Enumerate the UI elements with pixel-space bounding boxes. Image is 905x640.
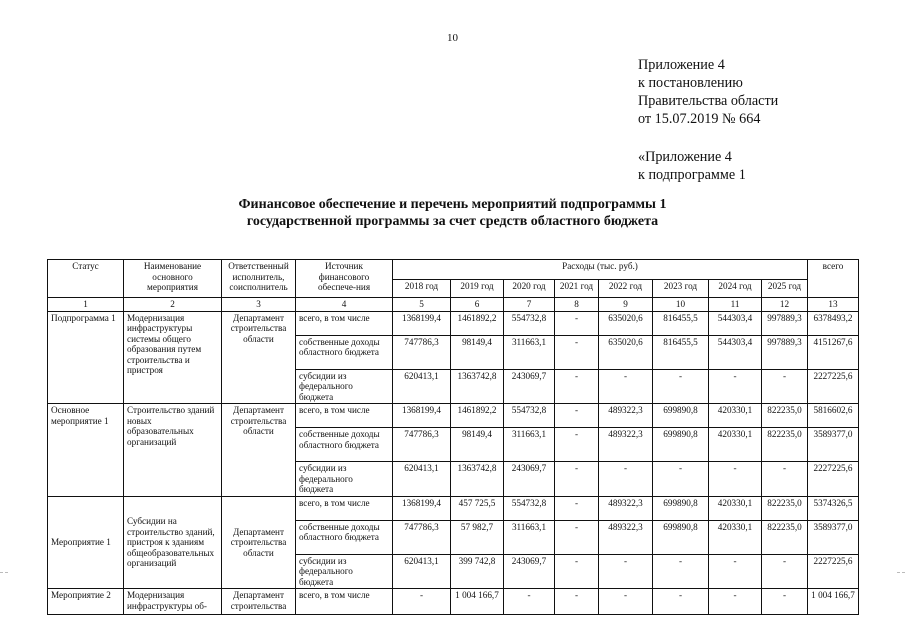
table-row <box>48 589 859 615</box>
appendix-block <box>638 56 778 184</box>
year-value: - <box>653 589 709 615</box>
year-value: 489322,3 <box>599 404 653 428</box>
total-value: 3589377,0 <box>808 428 859 462</box>
year-value: 822235,0 <box>762 520 808 554</box>
year-value: - <box>709 462 762 497</box>
year-value: - <box>762 369 808 404</box>
header-source: Источник финансового обеспече-ния <box>296 260 393 298</box>
year-value: 1368199,4 <box>393 496 451 520</box>
appendix-line: «Приложение 4 <box>638 149 732 165</box>
total-value: 2227225,6 <box>808 554 859 589</box>
row-executor: Департамент строительства области <box>222 404 296 497</box>
appendix-line: Правительства области <box>638 93 779 109</box>
row-status: Мероприятие 2 <box>48 589 124 615</box>
appendix-line: Приложение 4 <box>638 57 725 73</box>
year-value: - <box>555 589 599 615</box>
year-value: 98149,4 <box>451 428 504 462</box>
column-number: 5 <box>393 298 451 312</box>
year-value: 747786,3 <box>393 520 451 554</box>
header-year: 2021 год <box>555 280 599 298</box>
total-value: 3589377,0 <box>808 520 859 554</box>
year-value: - <box>762 462 808 497</box>
year-value: 554732,8 <box>504 404 555 428</box>
year-value: - <box>709 589 762 615</box>
year-value: 544303,4 <box>709 335 762 369</box>
year-value: 747786,3 <box>393 428 451 462</box>
row-name: Модернизация инфраструктуры об- <box>124 589 222 615</box>
funding-source: всего, в том числе <box>296 311 393 335</box>
row-name: Субсидии на строительство зданий, пристроя к зданиям общеобразовательных организаций <box>124 496 222 589</box>
year-value: 420330,1 <box>709 428 762 462</box>
year-value: 822235,0 <box>762 428 808 462</box>
header-year: 2018 год <box>393 280 451 298</box>
year-value: 1 004 166,7 <box>451 589 504 615</box>
year-value: 822235,0 <box>762 496 808 520</box>
total-value: 2227225,6 <box>808 369 859 404</box>
year-value: - <box>599 554 653 589</box>
column-number: 1 <box>48 298 124 312</box>
page-edge-mark <box>897 572 905 573</box>
appendix-line: от 15.07.2019 № 664 <box>638 111 761 127</box>
header-year: 2022 год <box>599 280 653 298</box>
year-value: 699890,8 <box>653 428 709 462</box>
title-line: Финансовое обеспечение и перечень мероприятий подпрограммы 1 <box>238 197 667 212</box>
column-number: 11 <box>709 298 762 312</box>
year-value: 489322,3 <box>599 520 653 554</box>
document-title <box>0 196 905 230</box>
column-number: 6 <box>451 298 504 312</box>
year-value: - <box>555 428 599 462</box>
year-value: 544303,4 <box>709 311 762 335</box>
funding-source: собственные доходы областного бюджета <box>296 428 393 462</box>
year-value: 699890,8 <box>653 520 709 554</box>
total-value: 4151267,6 <box>808 335 859 369</box>
funding-source: собственные доходы областного бюджета <box>296 335 393 369</box>
header-status: Статус <box>48 260 124 298</box>
year-value: - <box>653 369 709 404</box>
year-value: - <box>555 369 599 404</box>
header-total: всего <box>808 260 859 298</box>
row-status: Мероприятие 1 <box>48 496 124 589</box>
total-value: 5374326,5 <box>808 496 859 520</box>
year-value: - <box>555 462 599 497</box>
year-value: - <box>709 369 762 404</box>
year-value: - <box>555 496 599 520</box>
header-expenses: Расходы (тыс. руб.) <box>393 260 808 280</box>
year-value: 1461892,2 <box>451 404 504 428</box>
funding-source: собственные доходы областного бюджета <box>296 520 393 554</box>
year-value: 1461892,2 <box>451 311 504 335</box>
year-value: - <box>555 554 599 589</box>
column-number: 2 <box>124 298 222 312</box>
year-value: 635020,6 <box>599 335 653 369</box>
header-executor: Ответственный исполнитель, соисполнитель <box>222 260 296 298</box>
year-value: 816455,5 <box>653 335 709 369</box>
column-number: 7 <box>504 298 555 312</box>
row-executor: Департамент строительства <box>222 589 296 615</box>
year-value: 311663,1 <box>504 520 555 554</box>
funding-source: всего, в том числе <box>296 589 393 615</box>
year-value: 311663,1 <box>504 428 555 462</box>
year-value: 1363742,8 <box>451 462 504 497</box>
year-value: 1368199,4 <box>393 311 451 335</box>
table-row <box>48 404 859 428</box>
year-value: 243069,7 <box>504 462 555 497</box>
year-value: - <box>599 462 653 497</box>
year-value: 420330,1 <box>709 404 762 428</box>
funding-source: всего, в том числе <box>296 496 393 520</box>
column-number: 10 <box>653 298 709 312</box>
year-value: 420330,1 <box>709 496 762 520</box>
year-value: - <box>504 589 555 615</box>
table-row <box>48 496 859 520</box>
year-value: 747786,3 <box>393 335 451 369</box>
year-value: 816455,5 <box>653 311 709 335</box>
row-name: Строительство зданий новых образовательных организаций <box>124 404 222 497</box>
row-status: Подпрограмма 1 <box>48 311 124 404</box>
year-value: 699890,8 <box>653 404 709 428</box>
column-number: 13 <box>808 298 859 312</box>
year-value: 620413,1 <box>393 554 451 589</box>
page-number: 10 <box>447 32 458 44</box>
year-value: 243069,7 <box>504 369 555 404</box>
year-value: - <box>555 520 599 554</box>
row-executor: Департамент строительства области <box>222 311 296 404</box>
column-number: 9 <box>599 298 653 312</box>
year-value: 98149,4 <box>451 335 504 369</box>
total-value: 1 004 166,7 <box>808 589 859 615</box>
header-year: 2025 год <box>762 280 808 298</box>
year-value: - <box>599 369 653 404</box>
year-value: - <box>555 311 599 335</box>
year-value: - <box>599 589 653 615</box>
year-value: - <box>555 335 599 369</box>
row-name: Модернизация инфраструктуры системы общего образования путем строительства и пристроя <box>124 311 222 404</box>
year-value: 699890,8 <box>653 496 709 520</box>
header-year: 2023 год <box>653 280 709 298</box>
year-value: - <box>653 554 709 589</box>
year-value: 635020,6 <box>599 311 653 335</box>
table-row <box>48 311 859 335</box>
year-value: 554732,8 <box>504 311 555 335</box>
financing-table-wrap <box>47 259 859 615</box>
year-value: 489322,3 <box>599 496 653 520</box>
row-status: Основное мероприятие 1 <box>48 404 124 497</box>
funding-source: субсидии из федерального бюджета <box>296 462 393 497</box>
year-value: - <box>709 554 762 589</box>
title-line: государственной программы за счет средств областного бюджета <box>246 214 659 229</box>
year-value: 457 725,5 <box>451 496 504 520</box>
funding-source: всего, в том числе <box>296 404 393 428</box>
year-value: 399 742,8 <box>451 554 504 589</box>
header-year: 2024 год <box>709 280 762 298</box>
year-value: 822235,0 <box>762 404 808 428</box>
page-edge-mark <box>0 572 8 573</box>
year-value: 1368199,4 <box>393 404 451 428</box>
year-value: 620413,1 <box>393 462 451 497</box>
year-value: 311663,1 <box>504 335 555 369</box>
header-year: 2019 год <box>451 280 504 298</box>
year-value: 997889,3 <box>762 335 808 369</box>
column-number: 3 <box>222 298 296 312</box>
year-value: 997889,3 <box>762 311 808 335</box>
year-value: - <box>555 404 599 428</box>
appendix-line: к подпрограмме 1 <box>638 167 746 183</box>
funding-source: субсидии из федерального бюджета <box>296 554 393 589</box>
year-value: - <box>393 589 451 615</box>
financing-table <box>47 259 859 615</box>
year-value: - <box>762 554 808 589</box>
header-name: Наименование основного мероприятия <box>124 260 222 298</box>
funding-source: субсидии из федерального бюджета <box>296 369 393 404</box>
header-year: 2020 год <box>504 280 555 298</box>
year-value: - <box>653 462 709 497</box>
year-value: 1363742,8 <box>451 369 504 404</box>
row-executor: Департамент строительства области <box>222 496 296 589</box>
column-number: 12 <box>762 298 808 312</box>
column-number: 8 <box>555 298 599 312</box>
year-value: 620413,1 <box>393 369 451 404</box>
year-value: - <box>762 589 808 615</box>
total-value: 5816602,6 <box>808 404 859 428</box>
year-value: 554732,8 <box>504 496 555 520</box>
total-value: 2227225,6 <box>808 462 859 497</box>
year-value: 243069,7 <box>504 554 555 589</box>
appendix-line: к постановлению <box>638 75 743 91</box>
total-value: 6378493,2 <box>808 311 859 335</box>
column-number: 4 <box>296 298 393 312</box>
year-value: 420330,1 <box>709 520 762 554</box>
year-value: 57 982,7 <box>451 520 504 554</box>
year-value: 489322,3 <box>599 428 653 462</box>
